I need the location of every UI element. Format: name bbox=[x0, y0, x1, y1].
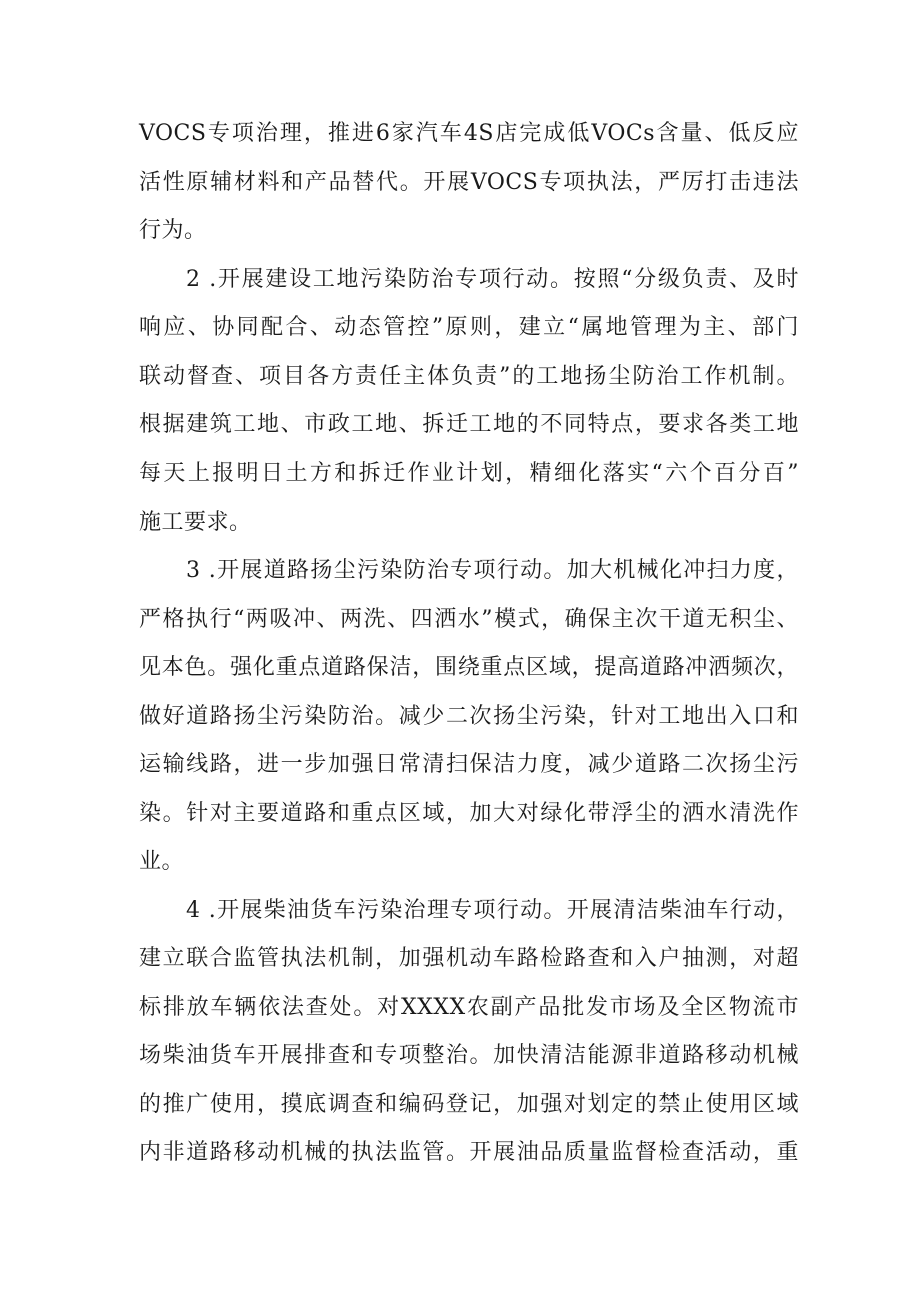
paragraph-4-start: 4 .开展柴油货车污染治理专项行动。开展清洁柴油车行动， bbox=[186, 898, 799, 923]
text-line: 建立联合监管执法机制，加强机动车路检路查和入户抽测，对超 bbox=[139, 946, 799, 971]
text-line: 严格执行“两吸冲、两洗、四洒水”模式，确保主次干道无积尘、 bbox=[139, 607, 799, 632]
text-line: 做好道路扬尘污染防治。减少二次扬尘污染，针对工地出入口和 bbox=[139, 704, 799, 729]
text-line: 每天上报明日土方和拆迁作业计划，精细化落实“六个百分百” bbox=[139, 461, 799, 486]
text-line: 见本色。强化重点道路保洁，围绕重点区域，提高道路冲洒频次， bbox=[139, 655, 799, 680]
text-line: 场柴油货车开展排查和专项整治。加快清洁能源非道路移动机械 bbox=[139, 1043, 799, 1068]
text-line: 内非道路移动机械的执法监管。开展油品质量监督检查活动，重 bbox=[139, 1140, 799, 1165]
text-line: 活性原辅材料和产品替代。开展VOCS专项执法，严厉打击违法 bbox=[139, 170, 799, 195]
text-line: 染。针对主要道路和重点区域，加大对绿化带浮尘的洒水清洗作 bbox=[139, 801, 799, 826]
paragraph-2-start: 2 .开展建设工地污染防治专项行动。按照“分级负责、及时 bbox=[186, 267, 799, 292]
text-line: 运输线路，进一步加强日常清扫保洁力度，减少道路二次扬尘污 bbox=[139, 752, 799, 777]
text-line: 的推广使用，摸底调查和编码登记，加强对划定的禁止使用区域 bbox=[139, 1092, 799, 1117]
text-line: 施工要求。 bbox=[139, 510, 252, 535]
text-line: 行为。 bbox=[139, 218, 207, 243]
text-line: 业。 bbox=[139, 849, 185, 874]
text-line: 响应、协同配合、动态管控”原则，建立“属地管理为主、部门 bbox=[139, 315, 799, 340]
text-line: 根据建筑工地、市政工地、拆迁工地的不同特点，要求各类工地 bbox=[139, 412, 799, 437]
text-line: VOCS专项治理，推进6家汽车4S店完成低VOCs含量、低反应 bbox=[139, 121, 799, 146]
text-line: 标排放车辆依法查处。对XXXX农副产品批发市场及全区物流市 bbox=[139, 995, 799, 1020]
paragraph-3-start: 3 .开展道路扬尘污染防治专项行动。加大机械化冲扫力度， bbox=[186, 558, 799, 583]
text-line: 联动督查、项目各方责任主体负责”的工地扬尘防治工作机制。 bbox=[139, 364, 799, 389]
